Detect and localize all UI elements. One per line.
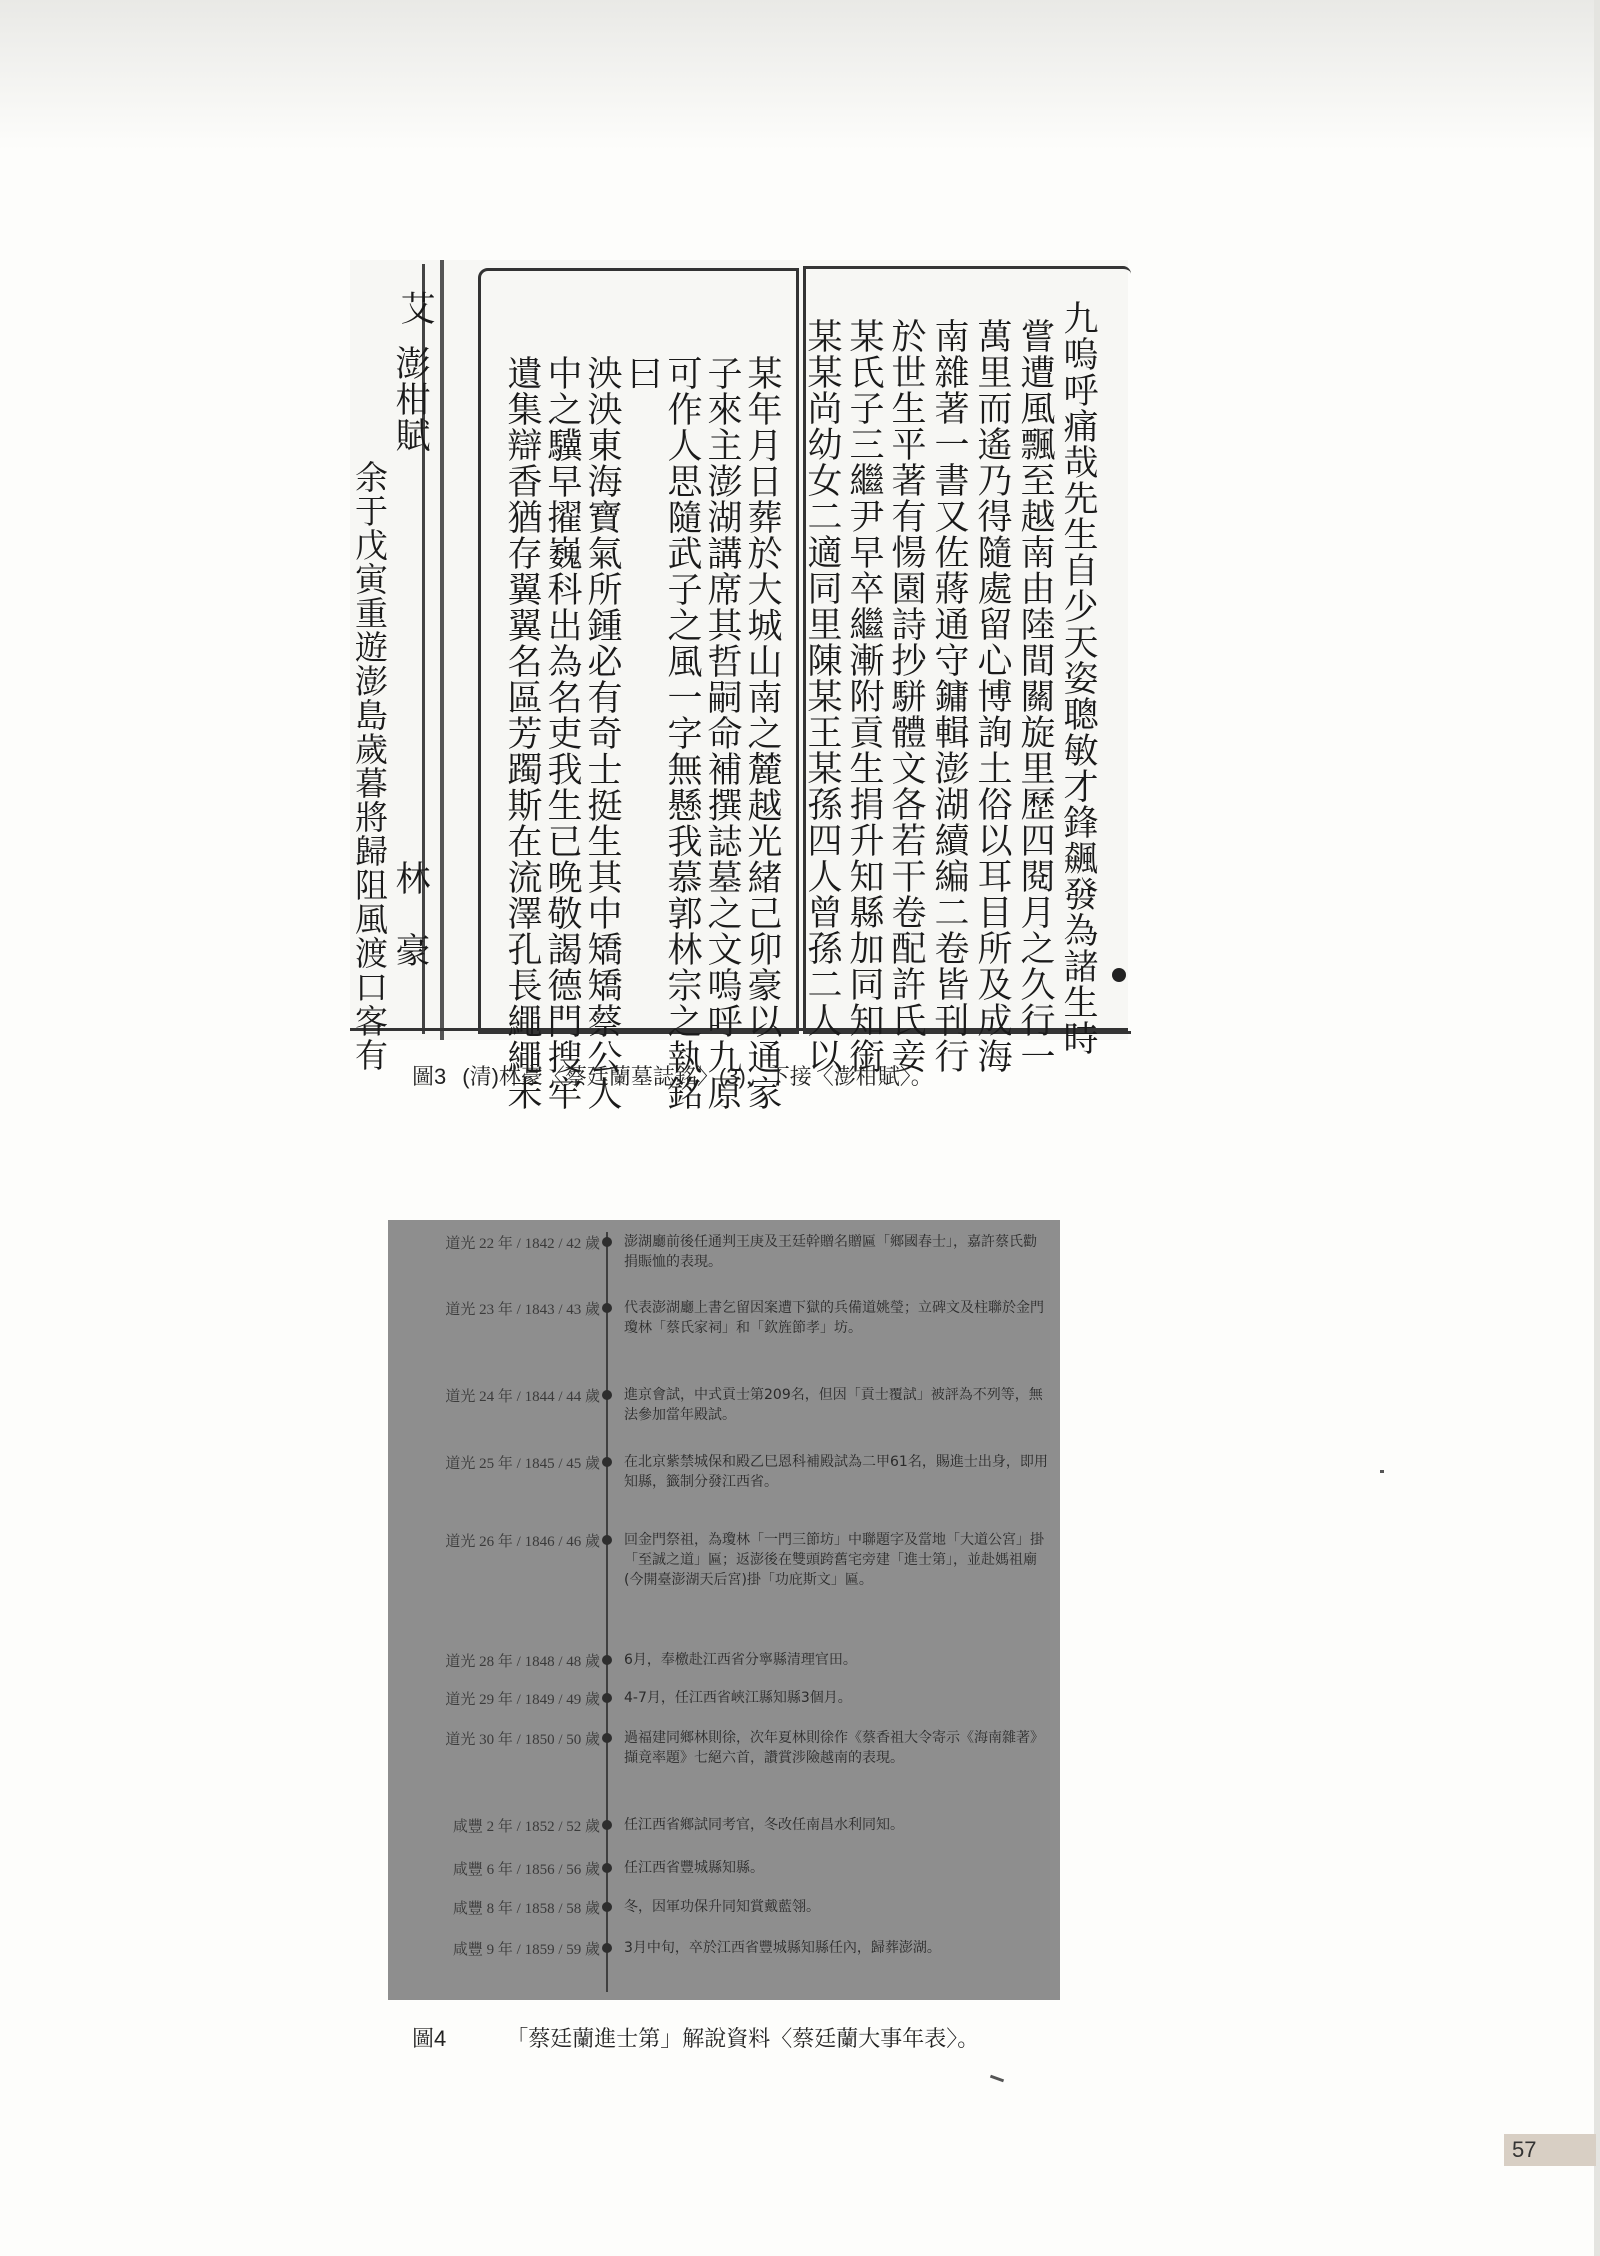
timeline-date: 道光 28 年 / 1848 / 48 歲: [445, 1654, 600, 1670]
figure-4-caption: [412, 2022, 979, 2053]
timeline-node: [602, 1655, 612, 1665]
timeline-date: 咸豐 8 年 / 1858 / 58 歲: [452, 1901, 600, 1917]
timeline-date: 咸豐 9 年 / 1859 / 59 歲: [452, 1942, 600, 1958]
timeline-event: 6月，奉檄赴江西省分寧縣清理官田。: [624, 1652, 857, 1668]
fu-title: 澎柑賦: [390, 345, 430, 453]
manuscript-column: 中之驥早擢巍科出為名吏我生已晚敬謁德門搜牢: [542, 355, 582, 1111]
timeline-node: [602, 1390, 612, 1400]
figure-3-caption: [412, 1060, 933, 1091]
timeline-event: 任江西省豐城縣知縣。: [624, 1860, 764, 1876]
manuscript-column: 萬里而遙乃得隨處留心博詢土俗以耳目所及成海: [972, 318, 1012, 1074]
scan-right-edge: [1594, 0, 1600, 2256]
timeline-date: 道光 22 年 / 1842 / 42 歲: [445, 1236, 600, 1252]
scan-speck: [990, 2075, 1004, 2083]
timeline-date: 道光 25 年 / 1845 / 45 歲: [445, 1456, 600, 1472]
timeline-event: 4-7月，任江西省峽江縣知縣3個月。: [624, 1690, 852, 1706]
timeline-axis: [606, 1232, 608, 1992]
timeline-node: [602, 1303, 612, 1313]
figure-label: 圖4: [412, 2026, 447, 2051]
timeline-node: [602, 1902, 612, 1912]
manuscript-column: 某氏子三繼尹早卒繼漸附貢生捐升知縣加同知銜: [844, 318, 884, 1074]
timeline-event: 過福建同鄉林則徐，次年夏林則徐作《蔡香祖大令寄示《海南雜著》擷竟率題》七絕六首，讚賞涉險越南的表現。: [624, 1730, 1044, 1766]
timeline-event: 在北京紫禁城保和殿乙巳恩科補殿試為二甲61名，賜進士出身，即用知縣，籤制分發江西省。: [624, 1454, 1048, 1490]
timeline-event: 3月中旬，卒於江西省豐城縣知縣任內，歸葬澎湖。: [624, 1940, 941, 1956]
timeline-date: 道光 24 年 / 1844 / 44 歲: [445, 1389, 600, 1405]
timeline-event: 冬，因軍功保升同知賞戴藍翎。: [624, 1899, 820, 1915]
manuscript-column: 嘗遭風飄至越南由陸間關旋里歷四閱月之久行一: [1015, 318, 1055, 1074]
caption-text: (清)林豪〈蔡廷蘭墓誌銘〉(3)，下接〈澎柑賦〉。: [462, 1064, 933, 1089]
timeline-node: [602, 1693, 612, 1703]
timeline-node: [602, 1457, 612, 1467]
timeline-event: 進京會試，中式貢士第209名，但因「貢士覆試」被評為不列等，無法參加當年殿試。: [624, 1387, 1043, 1423]
scan-top-shadow: [0, 0, 1600, 150]
timeline-event: 澎湖廳前後任通判王庚及王廷幹贈名贈匾「鄉國春士」，嘉許蔡氏勸捐賑恤的表現。: [624, 1234, 1037, 1270]
manuscript-column: 泱泱東海寶氣所鍾必有奇士挺生其中矯矯蔡公人: [582, 355, 622, 1111]
scan-speck: [1380, 1470, 1384, 1473]
manuscript-column: 於世生平著有愓園詩抄駢體文各若干卷配許氏妾: [886, 318, 926, 1074]
timeline-date: 咸豐 6 年 / 1856 / 56 歲: [452, 1862, 600, 1878]
timeline-node: [602, 1943, 612, 1953]
timeline-event: 回金門祭祖，為瓊林「一門三節坊」中聯題字及當地「大道公宮」掛「至誠之道」匾；返澎後在雙頭跨舊宅旁建「進士第」，並赴媽祖廟(今開臺澎湖天后宮)掛「功庇斯文」匾。: [624, 1532, 1044, 1588]
timeline-node: [602, 1820, 612, 1830]
manuscript-column: 九嗚呼痛哉先生自少天姿聰敏才鋒飆發為諸生時: [1058, 300, 1098, 1056]
timeline-node: [602, 1863, 612, 1873]
fu-intro-column: 余于戊寅重遊澎島歲暮將歸阻風渡口客有: [350, 460, 389, 1072]
fu-author: 林 豪: [390, 860, 430, 968]
manuscript-column: 南雜著一書又佐蔣通守鏞輯澎湖續編二卷皆刊行: [929, 318, 969, 1074]
timeline-event: 代表澎湖廳上書乞留因案遭下獄的兵備道姚瑩；立碑文及柱聯於金門瓊林「蔡氏家祠」和「欽旌節孝」坊。: [624, 1300, 1044, 1336]
timeline-node: [602, 1733, 612, 1743]
timeline-date: 道光 30 年 / 1850 / 50 歲: [445, 1732, 600, 1748]
manuscript-column: 某年月日葬於大城山南之麓越光緒己卯豪以通家: [742, 355, 782, 1111]
ink-dot: [1112, 968, 1126, 982]
manuscript-column: 遺集辯香猶存翼翼名區芳躅斯在流澤孔長繩繩未: [502, 355, 542, 1111]
manuscript-column: 某某尚幼女二適同里陳某王某孫四人曾孫二人以: [802, 318, 842, 1074]
figure-4-timeline: [388, 1220, 1060, 2000]
page-number: 57: [1504, 2134, 1596, 2166]
timeline-date: 咸豐 2 年 / 1852 / 52 歲: [452, 1819, 600, 1835]
manuscript-column: 曰: [622, 355, 662, 391]
figure-label: 圖3: [412, 1064, 447, 1089]
timeline-node: [602, 1237, 612, 1247]
timeline-event: 任江西省鄉試同考官，冬改任南昌水利同知。: [624, 1817, 904, 1833]
timeline-date: 道光 29 年 / 1849 / 49 歲: [445, 1692, 600, 1708]
timeline-node: [602, 1535, 612, 1545]
previous-page-tail: 艾: [395, 290, 435, 326]
book-spine-line: [440, 260, 444, 1040]
manuscript-column: 可作人思隨武子之風一字無懸我慕郭林宗之執銘: [662, 355, 702, 1111]
timeline-date: 道光 26 年 / 1846 / 46 歲: [445, 1534, 600, 1550]
timeline-date: 道光 23 年 / 1843 / 43 歲: [445, 1302, 600, 1318]
caption-text: 「蔡廷蘭進士第」解說資料〈蔡廷蘭大事年表〉。: [506, 2026, 980, 2051]
manuscript-column: 子來主澎湖講席其哲嗣命補撰誌墓之文嗚呼九原: [702, 355, 742, 1111]
